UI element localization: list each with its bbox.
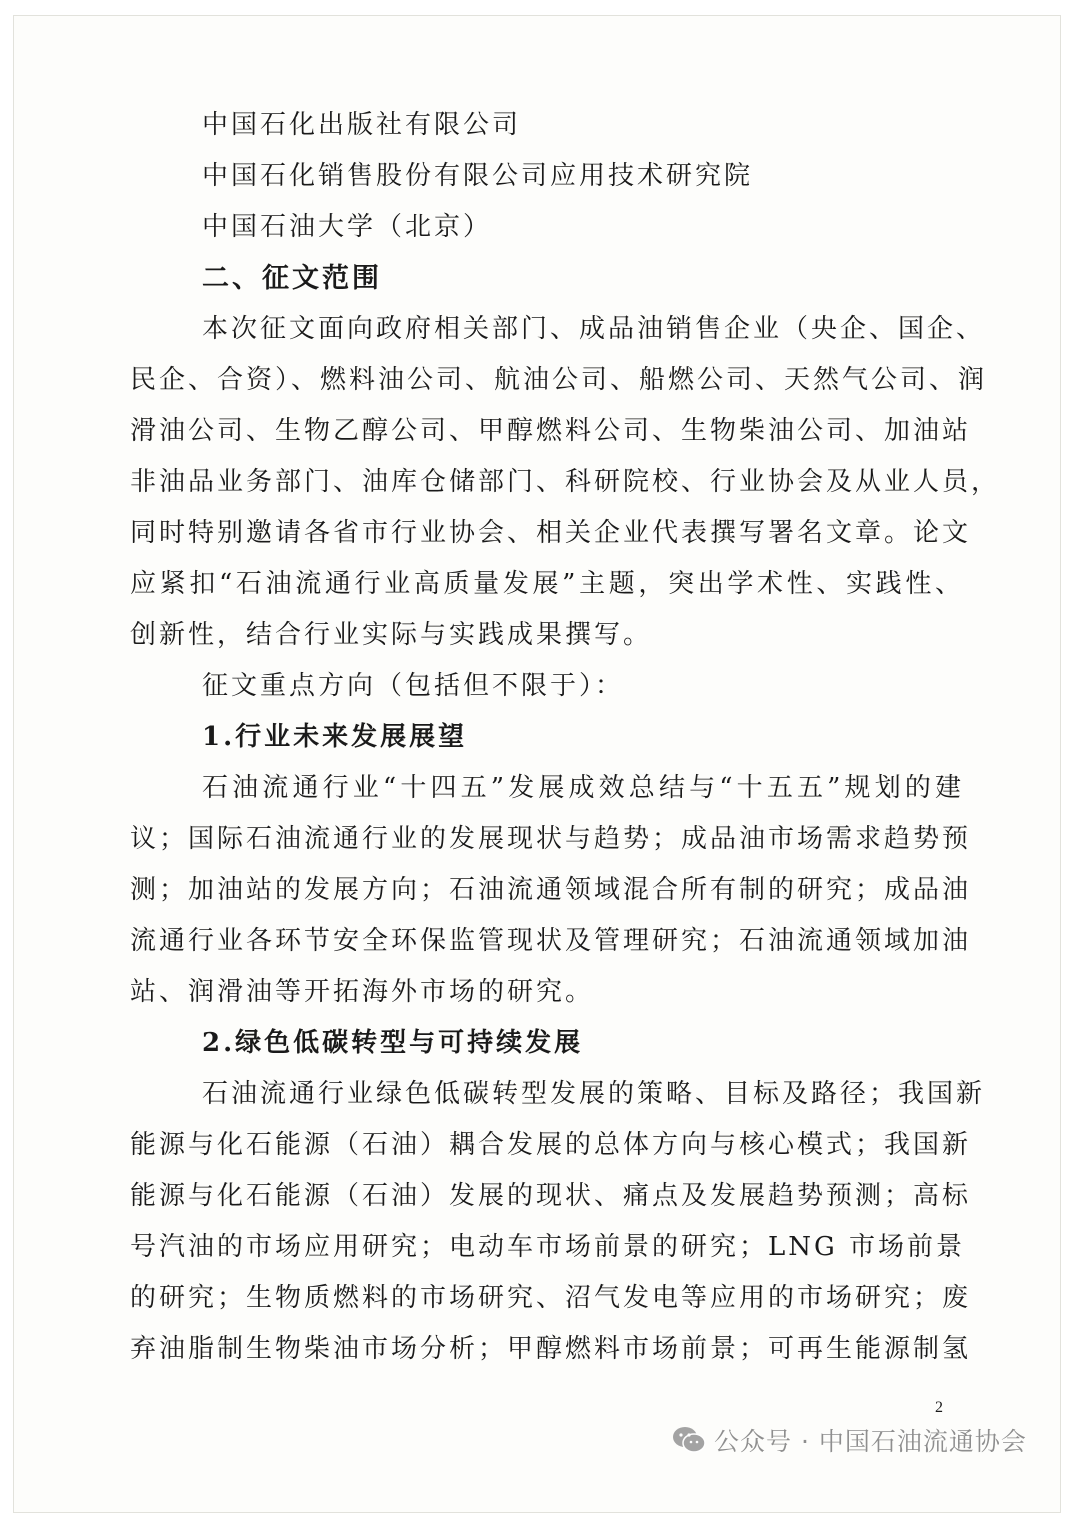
paragraph-line: 同时特别邀请各省市行业协会、相关企业代表撰写署名文章。论文 [130, 518, 972, 548]
wechat-icon [672, 1426, 706, 1454]
topic-heading: 2.绿色低碳转型与可持续发展 [202, 1028, 584, 1058]
paragraph-line: 石油流通行业绿色低碳转型发展的策略、目标及路径；我国新 [202, 1079, 986, 1109]
page-number: 2 [935, 1399, 943, 1416]
paragraph-line: 号汽油的市场应用研究；电动车市场前景的研究；LNG 市场前景 [130, 1232, 966, 1262]
watermark [672, 1422, 1027, 1458]
topic-heading: 1.行业未来发展展望 [202, 722, 468, 752]
watermark-text: 公众号 · 中国石油流通协会 [714, 1427, 1027, 1456]
paragraph-line: 能源与化石能源（石油）发展的现状、痛点及发展趋势预测；高标 [130, 1181, 972, 1211]
paragraph-line: 议；国际石油流通行业的发展现状与趋势；成品油市场需求趋势预 [130, 824, 972, 854]
document-page [14, 16, 1060, 1512]
paragraph-line: 弃油脂制生物柴油市场分析；甲醇燃料市场前景；可再生能源制氢 [130, 1334, 972, 1364]
paragraph-line: 站、润滑油等开拓海外市场的研究。 [130, 977, 595, 1007]
organization-line: 中国石油大学（北京） [202, 212, 493, 242]
paragraph-line: 石油流通行业“十四五”发展成效总结与“十五五”规划的建 [202, 773, 964, 803]
paragraph-line: 流通行业各环节安全环保监管现状及管理研究；石油流通领域加油 [130, 926, 972, 956]
paragraph-line: 滑油公司、生物乙醇公司、甲醇燃料公司、生物柴油公司、加油站 [130, 416, 972, 446]
paragraph-line: 民企、合资）、燃料油公司、航油公司、船燃公司、天然气公司、润 [130, 365, 988, 395]
paragraph-line: 能源与化石能源（石油）耦合发展的总体方向与核心模式；我国新 [130, 1130, 972, 1160]
paragraph-line: 测；加油站的发展方向；石油流通领域混合所有制的研究；成品油 [130, 875, 972, 905]
paragraph-line: 应紧扣“石油流通行业高质量发展”主题，突出学术性、实践性、 [130, 569, 964, 599]
paragraph-line: 创新性，结合行业实际与实践成果撰写。 [130, 620, 653, 650]
paragraph-line: 的研究；生物质燃料的市场研究、沼气发电等应用的市场研究；废 [130, 1283, 972, 1313]
paragraph-line: 非油品业务部门、油库仓储部门、科研院校、行业协会及从业人员， [130, 467, 1001, 497]
section-heading: 二、征文范围 [202, 263, 382, 294]
document-body [130, 100, 1001, 1375]
organization-line: 中国石化出版社有限公司 [202, 110, 522, 140]
paragraph-line: 本次征文面向政府相关部门、成品油销售企业（央企、国企、 [202, 314, 986, 344]
focus-intro: 征文重点方向（包括但不限于）： [202, 671, 625, 701]
organization-line: 中国石化销售股份有限公司应用技术研究院 [202, 161, 754, 191]
